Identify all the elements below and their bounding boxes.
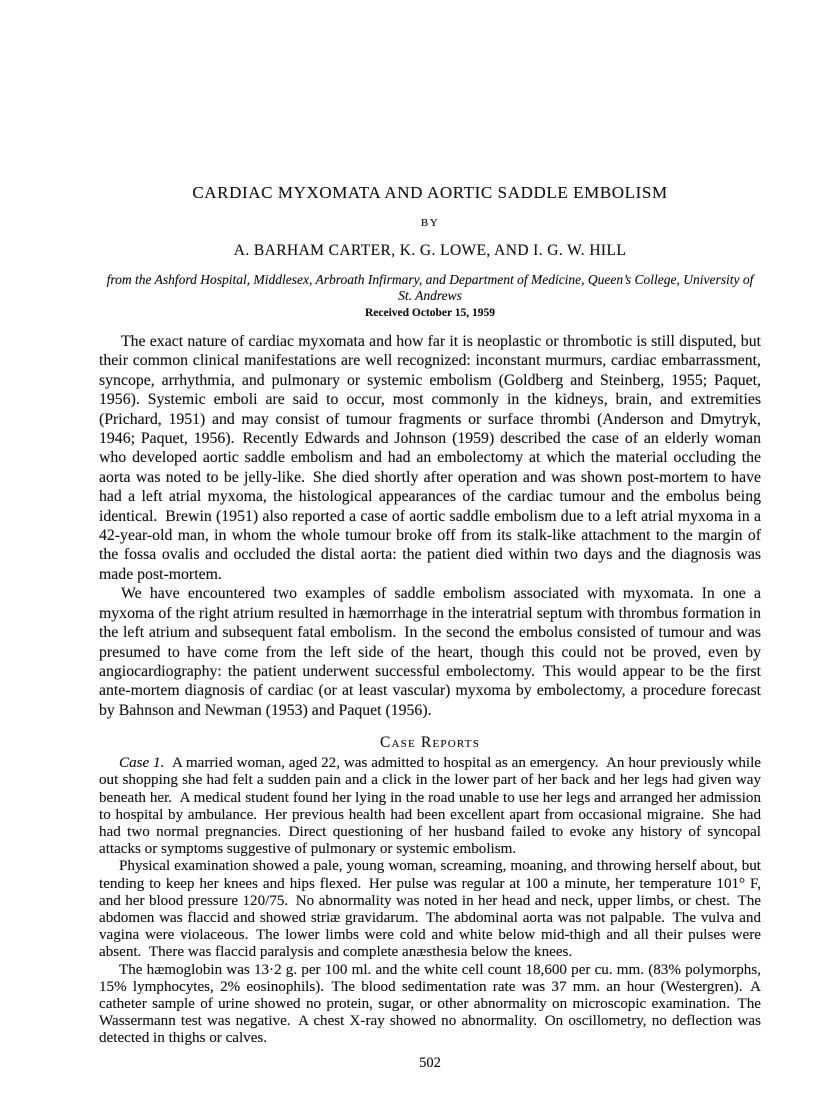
- article-header: [99, 183, 761, 320]
- byline: BY: [420, 217, 440, 229]
- case1-text: A married woman, aged 22, was admitted to hospital as an emergency. An hour previously while out shopping she had felt a sudden pain and a click in the lower part of her back and her legs had given way beneath her. A medical student found her lying in the road unable to use her legs and arranged her admission to hospital by ambulance. Her previous health had been excellent apart from occasional migraine. She had had two normal pregnancies. Direct questioning of her husband failed to evoke any history of syncopal attacks or symptoms suggestive of pulmonary or systemic embolism.: [99, 755, 761, 858]
- authors-line: A. BARHAM CARTER, K. G. LOWE, AND I. G. W. HILL: [233, 242, 627, 259]
- case1-paragraph: [99, 755, 761, 858]
- introduction-section: [99, 332, 761, 720]
- page-number: 502: [419, 1054, 441, 1071]
- intro-paragraph-2: We have encountered two examples of saddle embolism associated with myxomata. In one a myxoma of the right atrium resulted in hæmorrhage in the interatrial septum with thrombus formation in the left atrium and subsequent fatal embolism. In the second the embolus consisted of tumour and was presumed to have come from the left side of the heart, though this could not be proved, even by angiocardiography: the patient underwent successful embolectomy. This would appear to be the first ante-mortem diagnosis of cardiac (or at least vascular) myxoma by embolectomy, a procedure forecast by Bahnson and Newman (1953) and Paquet (1956).: [99, 585, 761, 719]
- case1-exam-paragraph: Physical examination showed a pale, young woman, screaming, moaning, and throwing herself about, but tending to keep her knees and hips flexed. Her pulse was regular at 100 a minute, her temperature 101° F, and her blood pressure 120/75. No abnormality was noted in her head and neck, upper limbs, or chest. The abdomen was flaccid and showed striæ gravidarum. The abdominal aorta was not palpable. The vulva and vagina were violaceous. The lower limbs were cold and white below mid-thigh and all their pulses were absent. There was flaccid paralysis and complete anæsthesia below the knees.: [99, 858, 761, 961]
- affiliation-line: from the Ashford Hospital, Middlesex, Arbroath Infirmary, and Department of Medicine, Queen’s College, University of St. Andrews: [106, 272, 754, 303]
- case1-labs-paragraph: The hæmoglobin was 13·2 g. per 100 ml. and the white cell count 18,600 per cu. mm. (83% polymorphs, 15% lymphocytes, 2% eosinophils). The blood sedimentation rate was 37 mm. an hour (Westergren). A catheter sample of urine showed no protein, sugar, or other abnormality on microscopic examination. The Wassermann test was negative. A chest X-ray showed no abnormality. On oscillometry, no deflection was detected in thighs or calves.: [99, 961, 761, 1047]
- page-content: [99, 0, 761, 1072]
- article-title: CARDIAC MYXOMATA AND AORTIC SADDLE EMBOLISM: [192, 183, 668, 202]
- case-reports-section: [99, 734, 761, 1071]
- intro-paragraph-1: The exact nature of cardiac myxomata and how far it is neoplastic or thrombotic is still disputed, but their common clinical manifestations are well recognized: inconstant murmurs, cardiac embarrassment, syncope, arrhythmia, and pulmonary or systemic embolism (Goldberg and Steinberg, 1955; Paquet, 1956). Systemic emboli are said to occur, most commonly in the kidneys, brain, and extremities (Prichard, 1951) and may consist of tumour fragments or surface thrombi (Anderson and Dmytryk, 1946; Paquet, 1956). Recently Edwards and Johnson (1959) described the case of an elderly woman who developed aortic saddle embolism and had an embolectomy at which the material occluding the aorta was noted to be jelly-like. She died shortly after operation and was shown post-mortem to have had a left atrial myxoma, the histological appearances of the cardiac tumour and the embolus being identical. Brewin (1951) also reported a case of aortic saddle embolism due to a left atrial myxoma in a 42-year-old man, in whom the whole tumour broke off from its stalk-like attachment to the margin of the fossa ovalis and occluded the distal aorta: the patient died within two days and the diagnosis was made post-mortem.: [99, 333, 761, 583]
- section-heading-case-reports: Case Reports: [379, 734, 481, 752]
- case1-label: Case 1.: [119, 755, 165, 772]
- received-date: Received October 15, 1959: [364, 307, 496, 319]
